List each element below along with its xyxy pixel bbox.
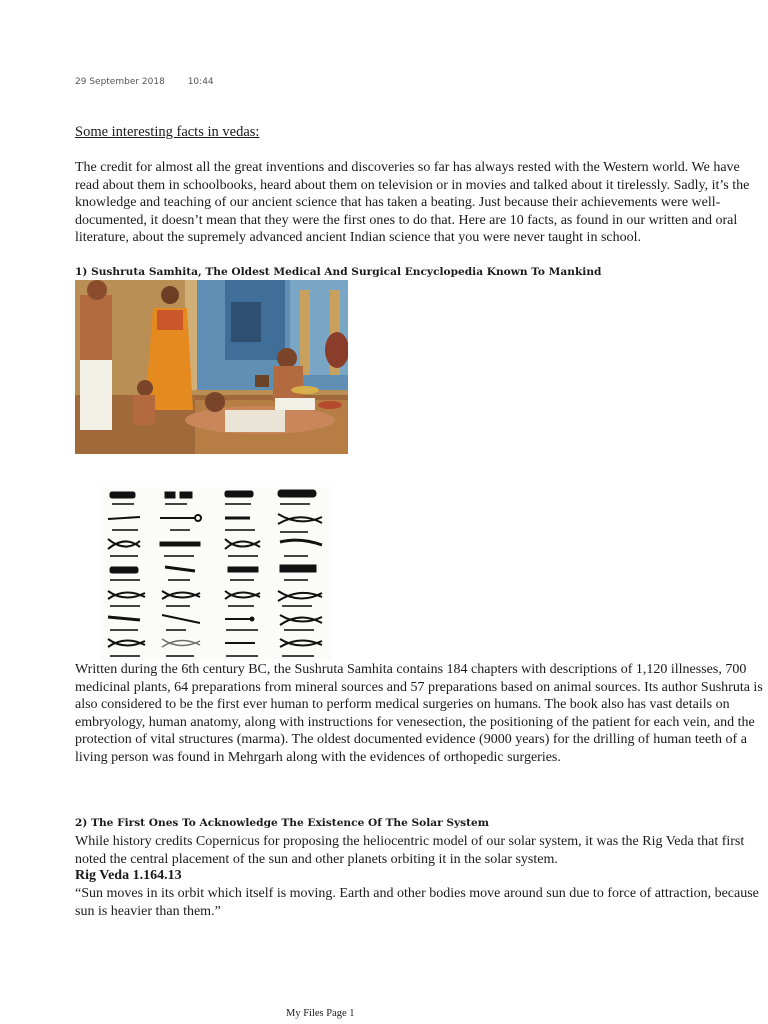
section-2-body: While history credits Copernicus for proposing the heliocentric model of our solar system, it was the Rig Veda that first noted the central placement of the sun and other planets orbiting it in the solar system. (75, 834, 745, 867)
sushruta-surgery-painting (75, 280, 348, 454)
section-2-title: 2) The First Ones To Acknowledge The Existence Of The Solar System (75, 817, 489, 829)
page-heading: Some interesting facts in vedas: (75, 124, 260, 140)
note-timestamp (75, 77, 214, 87)
note-date: 29 September 2018 (75, 77, 165, 87)
section-1-body: Written during the 6th century BC, the Sushruta Samhita contains 184 chapters with descriptions of 1,120 illnesses, 700 medicinal plants, 64 preparations from mineral sources and 57 preparations based on animal sources. Its author Sushruta is also considered to be the first ever human to perform medical surgeries on humans. The book also has vast details on embryology, human anatomy, along with instructions for venesection, the positioning of the patient for each vein, and the protection of vital structures (marma). The oldest documented evidence (9000 years) for the drilling of human teeth of a living person was found in Mehrgarh along with the evidences of orthopedic surgeries. (75, 662, 763, 765)
page-footer: My Files Page 1 (286, 1008, 355, 1019)
verse-quote: “Sun moves in its orbit which itself is moving. Earth and other bodies move around sun due to force of attraction, because sun is heavier than them.” (75, 886, 759, 919)
verse-reference: Rig Veda 1.164.13 (75, 868, 182, 883)
section-1-title: 1) Sushruta Samhita, The Oldest Medical And Surgical Encyclopedia Known To Mankind (75, 266, 602, 278)
note-time: 10:44 (187, 77, 214, 87)
surgical-instruments-illustration (100, 487, 332, 660)
intro-paragraph: The credit for almost all the great inventions and discoveries so far has always rested with the Western world. We have read about them in schoolbooks, heard about them on television or in movies and talked about it tirelessly. Sadly, it’s the knowledge and teaching of our ancient science that has taken a beating. Just because their achievements were well-documented, it doesn’t mean that they were the first ones to do that. Here are 10 facts, as found in our written and oral literature, about the supremely advanced ancient Indian science that you were never taught in school. (75, 160, 750, 246)
